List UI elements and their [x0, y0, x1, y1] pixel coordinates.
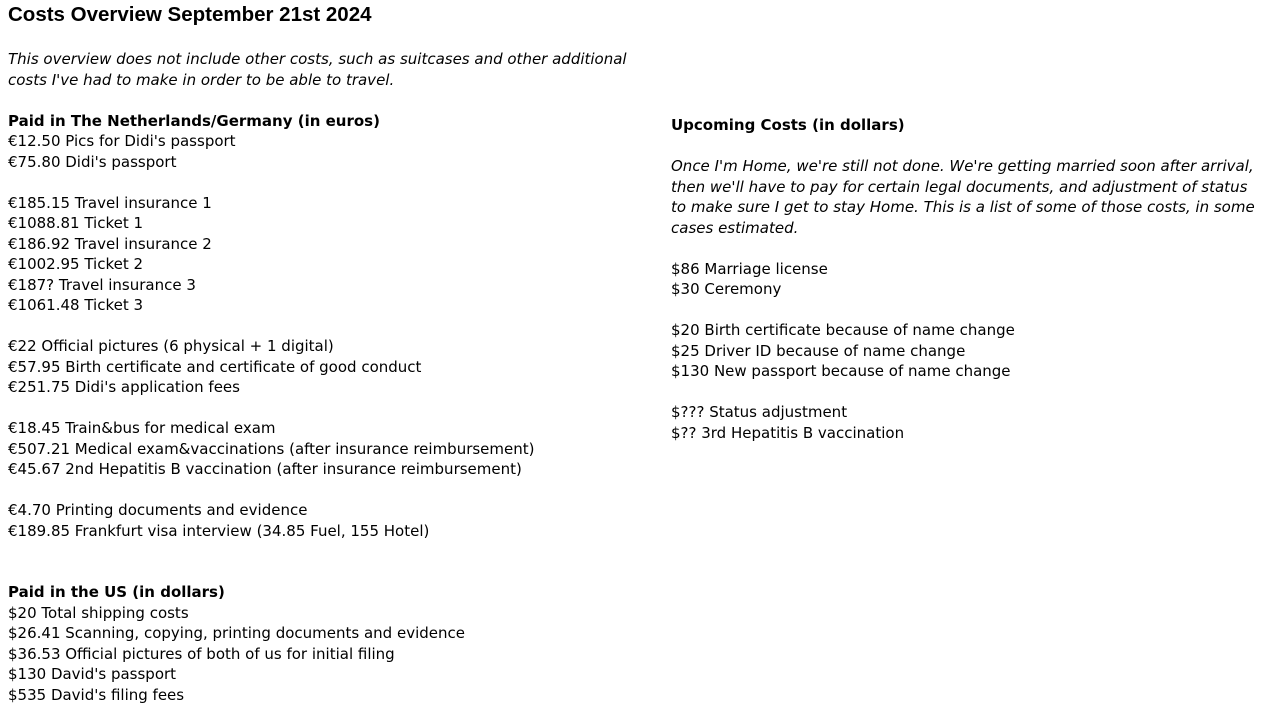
cost-item: €45.67 2nd Hepatitis B vaccination (after insurance reimbursement) [8, 460, 522, 478]
spacer [8, 398, 628, 419]
cost-item: $20 Total shipping costs [8, 603, 189, 622]
cost-item: €185.15 Travel insurance 1 [8, 193, 212, 212]
cost-item: €75.80 Didi's passport [8, 152, 177, 171]
cost-item: €251.75 Didi's application fees [8, 378, 240, 396]
spacer [8, 541, 628, 562]
spacer [671, 136, 1263, 157]
spacer [8, 90, 628, 111]
cost-item: $20 Birth certificate because of name change [671, 321, 1015, 339]
cost-item: $30 Ceremony [671, 280, 782, 298]
cost-item: €1088.81 Ticket 1 [8, 214, 144, 232]
upcoming-cost-list [671, 259, 1263, 444]
cost-item: $86 Marriage license [671, 259, 828, 278]
cost-item: €507.21 Medical exam&vaccinations (after insurance reimbursement) [8, 439, 535, 458]
cost-item: €22 Official pictures (6 physical + 1 digital) [8, 337, 334, 355]
cost-item: $26.41 Scanning, copying, printing documents and evidence [8, 624, 465, 642]
spacer [8, 480, 628, 501]
cost-item: €189.85 Frankfurt visa interview (34.85 Fuel, 155 Hotel) [8, 521, 430, 540]
cost-item: €1002.95 Ticket 2 [8, 255, 144, 273]
spacer [8, 172, 628, 193]
cost-item: $?? 3rd Hepatitis B vaccination [671, 423, 905, 442]
section-heading-us: Paid in the US (in dollars) [8, 583, 225, 601]
spacer [8, 316, 628, 337]
cost-item: $??? Status adjustment [671, 403, 848, 421]
spacer [671, 300, 1263, 321]
cost-item: €187? Travel insurance 3 [8, 275, 196, 294]
netherlands-cost-list [8, 131, 628, 541]
cost-item: €4.70 Printing documents and evidence [8, 501, 308, 519]
cost-item: €1061.48 Ticket 3 [8, 296, 144, 314]
cost-item: $535 David's filing fees [8, 685, 185, 704]
cost-item: €186.92 Travel insurance 2 [8, 234, 212, 253]
cost-item: $25 Driver ID because of name change [671, 341, 966, 360]
cost-item: $130 New passport because of name change [671, 362, 1011, 380]
right-column [671, 115, 1263, 443]
cost-item: €18.45 Train&bus for medical exam [8, 419, 276, 437]
cost-item: €57.95 Birth certificate and certificate of good conduct [8, 357, 422, 376]
cost-item: $36.53 Official pictures of both of us for initial filing [8, 644, 395, 663]
intro-note: This overview does not include other costs, such as suitcases and other additional costs I've had to make in order to be able to travel. [8, 50, 627, 89]
page-title: Costs Overview September 21st 2024 [8, 3, 372, 26]
section-heading-upcoming: Upcoming Costs (in dollars) [671, 116, 905, 134]
cost-item: €12.50 Pics for Didi's passport [8, 132, 236, 150]
left-column [8, 49, 628, 705]
spacer [671, 382, 1263, 403]
spacer [8, 562, 628, 583]
upcoming-note: Once I'm Home, we're still not done. We're getting married soon after arrival, then we'll have to pay for certain legal documents, and adjustment of status to make sure I get to stay Home. This is a list of some of those costs, in some cases estimated. [671, 157, 1255, 237]
cost-item: $130 David's passport [8, 665, 177, 683]
spacer [671, 238, 1263, 259]
section-heading-netherlands: Paid in The Netherlands/Germany (in euros) [8, 111, 380, 130]
us-cost-list [8, 603, 628, 706]
